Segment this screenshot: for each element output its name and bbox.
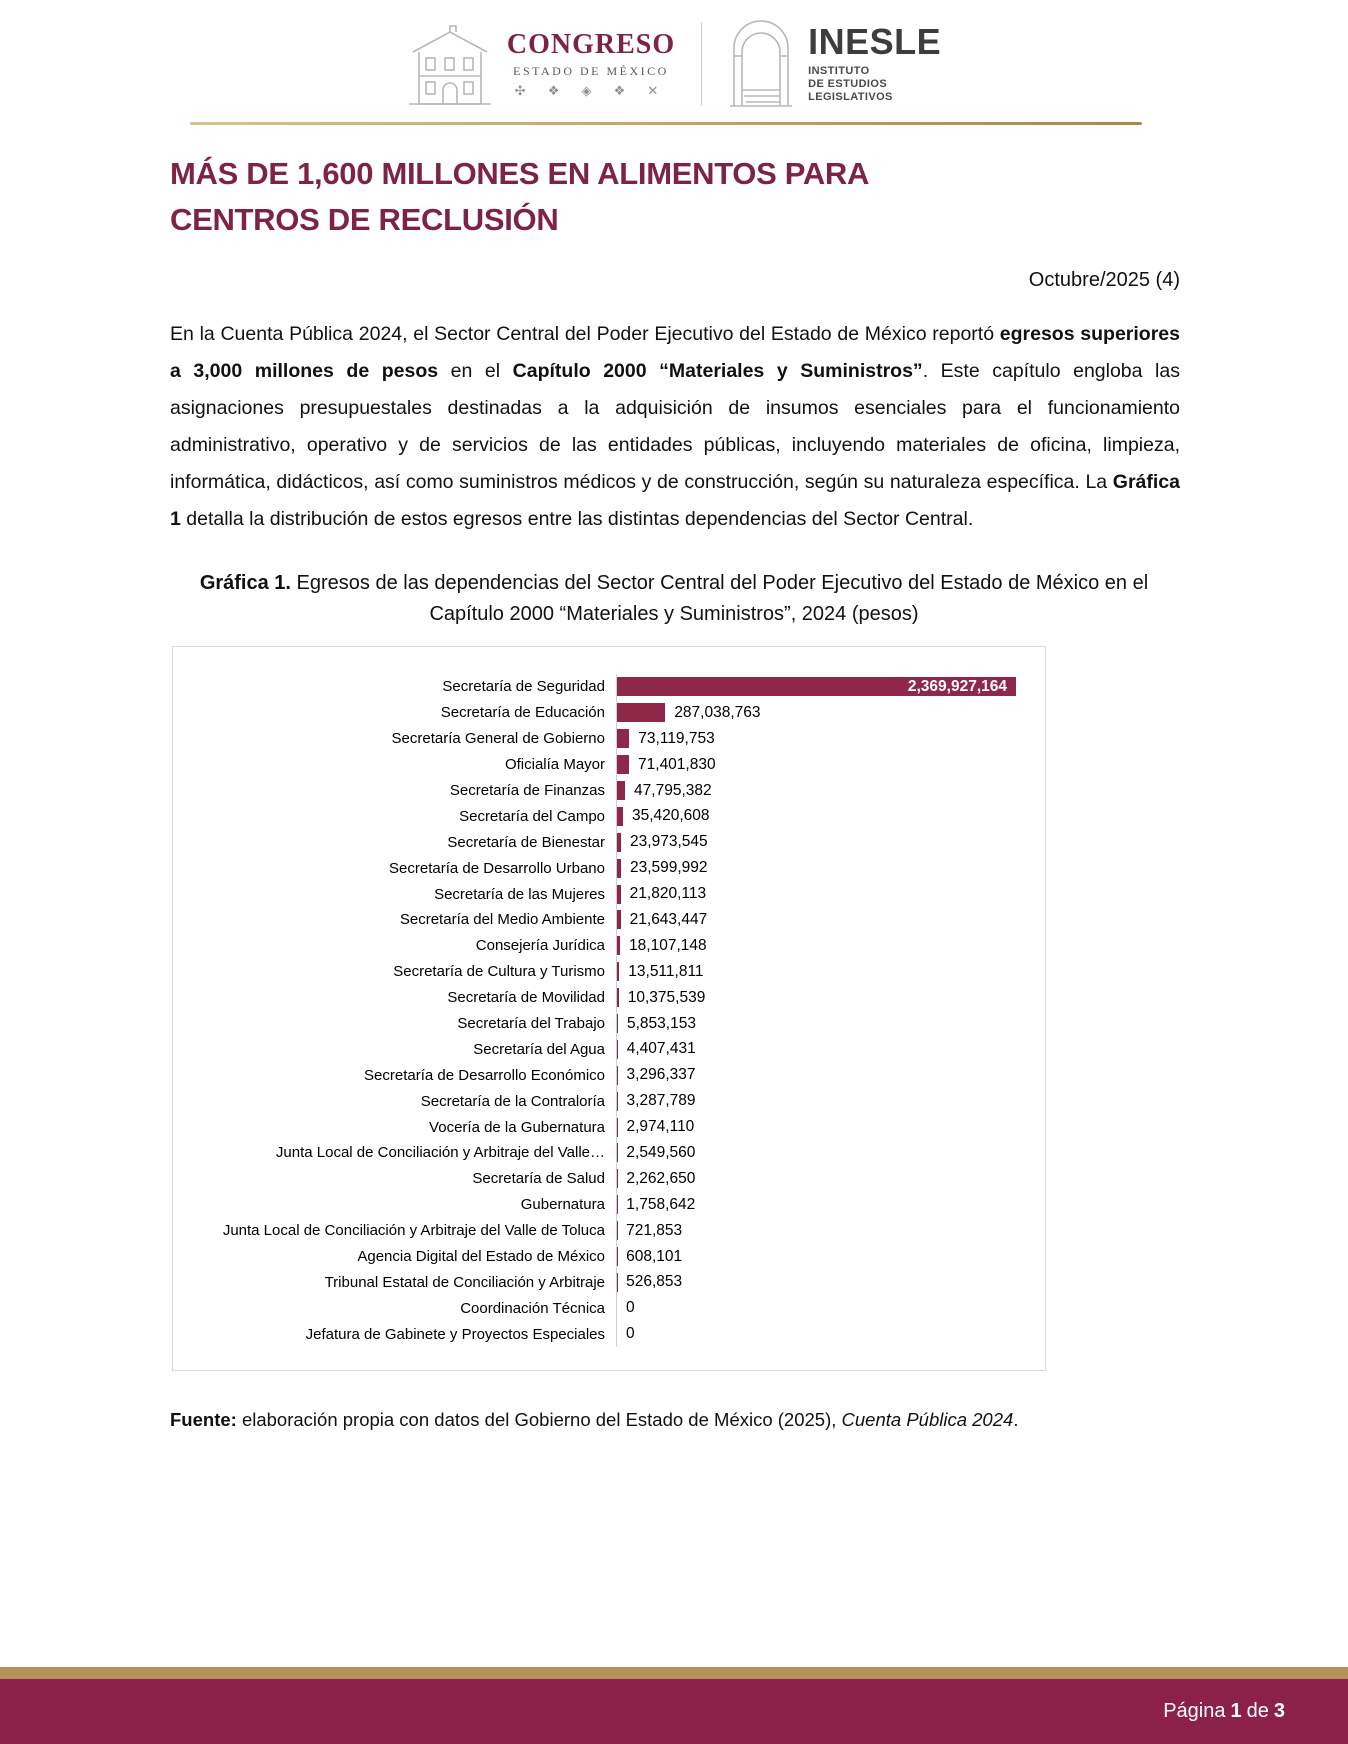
chart-value-label: 0 [626, 1325, 635, 1343]
footer-gold-band [0, 1667, 1348, 1679]
chart-plot-cell [616, 959, 1045, 985]
chart-value-label: 35,420,608 [631, 807, 710, 825]
chart-value-label: 721,853 [626, 1221, 683, 1239]
footer-of-word: de [1246, 1700, 1269, 1722]
chart-plot-cell [616, 726, 1045, 752]
chart-value-label: 2,549,560 [626, 1143, 696, 1161]
chart-plot-cell [616, 1166, 1045, 1192]
chart-bar [617, 1014, 618, 1033]
footer-page-prefix: Página [1163, 1700, 1226, 1722]
chart-row [173, 1036, 1045, 1062]
chart-value-label: 4,407,431 [626, 1040, 696, 1058]
chart-plot-cell [616, 674, 1045, 700]
inesle-subtitle-line1: INSTITUTO [808, 64, 870, 77]
chart-row [173, 1114, 1045, 1140]
chart-value-label: 5,853,153 [626, 1014, 696, 1032]
chart-row [173, 881, 1045, 907]
chart-row [173, 829, 1045, 855]
chart-bar [617, 677, 1016, 696]
congreso-ornament-glyphs: ✣ ❖ ◈ ❖ ✕ [514, 84, 668, 99]
chart-value-label: 287,038,763 [674, 703, 761, 721]
chart-row [173, 1140, 1045, 1166]
chart-plot-cell [616, 985, 1045, 1011]
body-paragraph: En la Cuenta Pública 2024, el Sector Central del Poder Ejecutivo del Estado de México reportó egresos superiores a 3,000 millones de pesos en el Capítulo 2000 “Materiales y Suministros”. Este capítulo engloba las asignaciones presupuestales destinadas a la adquisición de insumos esenciales para el funcionamiento administrativo, operativo y de servicios de las entidades públicas, incluyendo materiales de oficina, limpieza, informática, didácticos, así como suministros médicos y de construcción, según su naturaleza específica. La Gráfica 1 detalla la distribución de estos egresos entre las distintas dependencias del Sector Central. [170, 323, 1180, 530]
chart-value-label: 526,853 [626, 1273, 683, 1291]
page-title-line1: MÁS DE 1,600 MILLONES EN ALIMENTOS PARA [170, 156, 870, 191]
chart-row [173, 933, 1045, 959]
chart-bar [617, 729, 629, 748]
chart-bar [617, 1118, 618, 1137]
chart-category-label: Secretaría de Salud [472, 1170, 605, 1188]
chart-plot-cell [616, 907, 1045, 933]
chart-row [173, 1192, 1045, 1218]
chart-bar [617, 755, 629, 774]
chart-value-label: 3,287,789 [626, 1092, 696, 1110]
chart-category-label: Secretaría de Educación [440, 704, 605, 722]
chart-value-label: 47,795,382 [634, 781, 712, 799]
chart-bar [617, 703, 665, 722]
chart-row [173, 700, 1045, 726]
congreso-building-icon [407, 18, 493, 110]
chart-category-label: Vocería de la Gubernatura [429, 1118, 605, 1136]
chart-bar [617, 910, 621, 929]
chart-value-label: 23,599,992 [629, 859, 708, 877]
chart-value-label: 2,369,927,164 [907, 677, 1007, 695]
chart-plot-cell [616, 752, 1045, 778]
chart-category-label: Secretaría de Desarrollo Urbano [389, 859, 605, 877]
chart-row [173, 1218, 1045, 1244]
footer-page-total: 3 [1273, 1700, 1285, 1722]
chart-category-label: Secretaría del Trabajo [457, 1015, 605, 1033]
chart-category-label: Tribunal Estatal de Conciliación y Arbitraje [324, 1273, 605, 1291]
chart-plot-cell [616, 1062, 1045, 1088]
chart-value-label: 3,296,337 [626, 1066, 696, 1084]
chart-value-label: 2,262,650 [626, 1169, 696, 1187]
chart-plot-cell [616, 1011, 1045, 1037]
chart-value-label: 21,643,447 [629, 910, 708, 928]
inesle-subtitle [808, 65, 941, 104]
chart-plot-cell [616, 1244, 1045, 1270]
chart-row [173, 1088, 1045, 1114]
footer-page-number: 1 [1230, 1700, 1242, 1722]
chart-value-label: 71,401,830 [638, 755, 716, 773]
chart-bar [617, 885, 621, 904]
congreso-subtitle: ESTADO DE MÉXICO [513, 64, 669, 78]
chart-row [173, 1166, 1045, 1192]
chart-bar [617, 807, 623, 826]
inesle-arch-icon [728, 18, 794, 110]
chart-plot-cell [616, 933, 1045, 959]
logo-divider [701, 22, 702, 106]
footer-bar [0, 1679, 1348, 1744]
inesle-name: INESLE [808, 20, 942, 62]
chart-plot-cell [616, 778, 1045, 804]
chart-category-label: Secretaría del Medio Ambiente [399, 911, 605, 929]
inesle-logo [728, 18, 941, 110]
chart-category-label: Secretaría de Desarrollo Económico [364, 1066, 605, 1084]
chart-value-label: 21,820,113 [629, 885, 707, 903]
chart-plot-cell [616, 1036, 1045, 1062]
chart-row [173, 778, 1045, 804]
chart-plot-cell [616, 1295, 1045, 1321]
chart-value-label: 18,107,148 [629, 936, 707, 954]
source-note: Fuente: elaboración propia con datos del Gobierno del Estado de México (2025), Cuenta Pública 2024. [170, 1409, 1019, 1430]
chart-category-label: Secretaría de Cultura y Turismo [393, 963, 605, 981]
chart-plot-cell [616, 1192, 1045, 1218]
header-rule [190, 122, 1142, 125]
chart-row [173, 1062, 1045, 1088]
chart-category-label: Junta Local de Conciliación y Arbitraje del Valle de Toluca [222, 1222, 605, 1240]
chart-category-label: Agencia Digital del Estado de México [357, 1248, 605, 1266]
chart-plot-cell [616, 881, 1045, 907]
chart-row [173, 1244, 1045, 1270]
chart-row [173, 855, 1045, 881]
chart-category-label: Secretaría de la Contraloría [420, 1092, 605, 1110]
chart-row [173, 674, 1045, 700]
chart-bar [617, 781, 625, 800]
chart-bar [617, 833, 621, 852]
chart-category-label: Gubernatura [520, 1196, 605, 1214]
chart-value-label: 13,511,811 [628, 962, 704, 980]
chart-plot-cell [616, 1088, 1045, 1114]
chart-value-label: 10,375,539 [627, 988, 706, 1006]
chart-row [173, 985, 1045, 1011]
chart-plot-cell [616, 1218, 1045, 1244]
chart-plot-cell [616, 700, 1045, 726]
chart-category-label: Secretaría de Movilidad [447, 989, 605, 1007]
chart-bar [617, 988, 619, 1007]
header-logos [0, 0, 1348, 112]
chart-category-label: Secretaría General de Gobierno [391, 730, 605, 748]
page-title-line2: CENTROS DE RECLUSIÓN [170, 202, 559, 237]
chart-row [173, 1269, 1045, 1295]
chart-plot-cell [616, 1269, 1045, 1295]
chart-value-label: 2,974,110 [626, 1118, 695, 1136]
chart-plot-cell [616, 1114, 1045, 1140]
chart-category-label: Secretaría del Agua [473, 1040, 605, 1058]
chart-rows [173, 674, 1045, 1347]
page-title [170, 151, 1180, 243]
chart-bar [617, 1040, 618, 1059]
chart-row [173, 752, 1045, 778]
congreso-name: CONGRESO [506, 29, 676, 60]
chart-row [173, 1321, 1045, 1347]
chart-category-label: Coordinación Técnica [460, 1299, 605, 1317]
chart-category-label: Secretaría de las Mujeres [434, 885, 605, 903]
chart-category-label: Secretaría del Campo [459, 807, 605, 825]
chart-bar [617, 859, 621, 878]
chart-category-label: Secretaría de Finanzas [449, 782, 605, 799]
chart-plot-cell [616, 803, 1045, 829]
chart-row [173, 1011, 1045, 1037]
chart-value-label: 1,758,642 [626, 1195, 696, 1213]
congreso-wordmark [507, 29, 675, 99]
chart-bar [617, 1092, 618, 1111]
bar-chart [172, 646, 1046, 1371]
chart-row [173, 959, 1045, 985]
chart-caption: Gráfica 1. Egresos de las dependencias del Sector Central del Poder Ejecutivo del Estado de México en el Capítulo 2000 “Materiales y Suministros”, 2024 (pesos) [199, 572, 1149, 625]
chart-row [173, 1295, 1045, 1321]
chart-row [173, 726, 1045, 752]
chart-value-label: 23,973,545 [630, 833, 708, 851]
chart-plot-cell [616, 1140, 1045, 1166]
chart-bar [617, 1066, 618, 1085]
issue-date: Octubre/2025 (4) [1028, 269, 1180, 291]
chart-plot-cell [616, 855, 1045, 881]
chart-plot-cell [616, 1321, 1045, 1347]
chart-row [173, 803, 1045, 829]
congreso-logo [407, 18, 675, 110]
chart-value-label: 73,119,753 [638, 729, 715, 747]
chart-row [173, 907, 1045, 933]
inesle-subtitle-line2: DE ESTUDIOS [808, 77, 888, 90]
inesle-subtitle-line3: LEGISLATIVOS [808, 90, 893, 103]
chart-bar [617, 962, 619, 981]
chart-category-label: Secretaría de Bienestar [447, 833, 605, 851]
chart-category-label: Oficialía Mayor [504, 756, 605, 774]
chart-value-label: 608,101 [626, 1247, 683, 1265]
chart-plot-cell [616, 829, 1045, 855]
inesle-wordmark [808, 20, 942, 104]
chart-category-label: Jefatura de Gabinete y Proyectos Especiales [305, 1325, 605, 1343]
chart-category-label: Consejería Jurídica [475, 937, 605, 955]
chart-category-label: Junta Local de Conciliación y Arbitraje del Valle… [275, 1144, 605, 1162]
chart-bar [617, 936, 620, 955]
chart-value-label: 0 [626, 1299, 635, 1317]
chart-category-label: Secretaría de Seguridad [442, 678, 605, 696]
